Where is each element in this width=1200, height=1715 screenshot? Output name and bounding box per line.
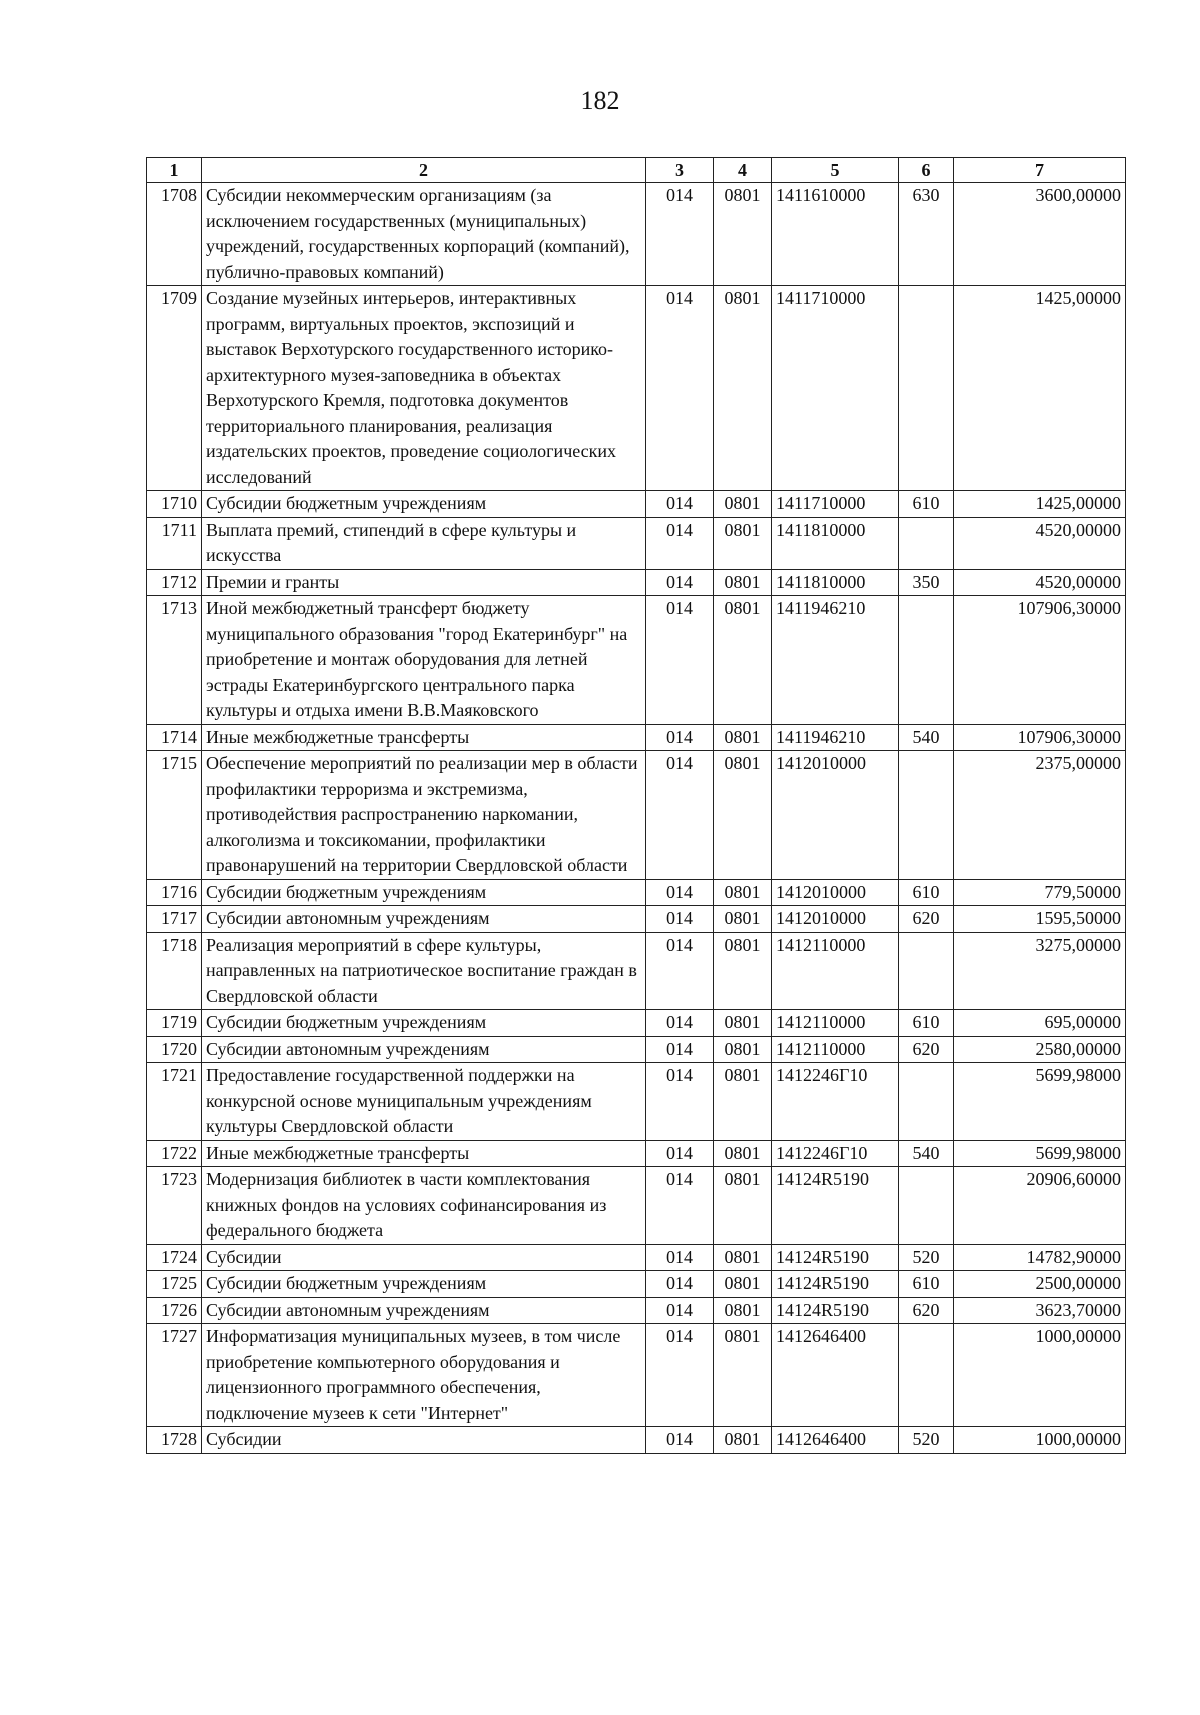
row-amount: 2580,00000 — [954, 1036, 1126, 1063]
row-col4: 0801 — [714, 906, 772, 933]
row-number: 1722 — [147, 1140, 202, 1167]
row-col6 — [899, 1167, 954, 1245]
row-col5: 1411810000 — [772, 569, 899, 596]
row-col6 — [899, 517, 954, 569]
row-amount: 14782,90000 — [954, 1244, 1126, 1271]
row-amount: 779,50000 — [954, 879, 1126, 906]
row-col5: 14124R5190 — [772, 1271, 899, 1298]
row-col5: 14124R5190 — [772, 1244, 899, 1271]
row-col5: 1412246Г10 — [772, 1140, 899, 1167]
row-col3: 014 — [646, 1324, 714, 1427]
table-row — [147, 183, 1126, 286]
row-amount: 1000,00000 — [954, 1427, 1126, 1454]
row-name: Премии и гранты — [202, 569, 646, 596]
row-col3: 014 — [646, 1010, 714, 1037]
row-number: 1709 — [147, 286, 202, 491]
table-row — [147, 932, 1126, 1010]
row-amount: 1425,00000 — [954, 286, 1126, 491]
table-row — [147, 724, 1126, 751]
row-number: 1715 — [147, 751, 202, 880]
row-name: Иные межбюджетные трансферты — [202, 1140, 646, 1167]
row-col3: 014 — [646, 1244, 714, 1271]
row-amount: 4520,00000 — [954, 517, 1126, 569]
row-amount: 107906,30000 — [954, 596, 1126, 725]
row-name: Субсидии автономным учреждениям — [202, 906, 646, 933]
row-col4: 0801 — [714, 724, 772, 751]
table-row — [147, 517, 1126, 569]
row-col4: 0801 — [714, 1010, 772, 1037]
row-col4: 0801 — [714, 1140, 772, 1167]
row-col4: 0801 — [714, 879, 772, 906]
row-col3: 014 — [646, 879, 714, 906]
row-name: Реализация мероприятий в сфере культуры, направленных на патриотическое воспитание граждан в Свердловской области — [202, 932, 646, 1010]
row-col5: 1412646400 — [772, 1427, 899, 1454]
row-number: 1721 — [147, 1063, 202, 1141]
row-number: 1727 — [147, 1324, 202, 1427]
row-col6 — [899, 286, 954, 491]
row-number: 1710 — [147, 491, 202, 518]
row-col6: 620 — [899, 1036, 954, 1063]
row-amount: 5699,98000 — [954, 1140, 1126, 1167]
row-col6 — [899, 1063, 954, 1141]
row-col4: 0801 — [714, 286, 772, 491]
row-col5: 1412110000 — [772, 1010, 899, 1037]
row-col6: 630 — [899, 183, 954, 286]
row-col4: 0801 — [714, 183, 772, 286]
row-col3: 014 — [646, 1297, 714, 1324]
row-col4: 0801 — [714, 596, 772, 725]
table-row — [147, 569, 1126, 596]
row-col6 — [899, 932, 954, 1010]
row-number: 1711 — [147, 517, 202, 569]
row-name: Субсидии — [202, 1244, 646, 1271]
row-col5: 14124R5190 — [772, 1167, 899, 1245]
row-amount: 5699,98000 — [954, 1063, 1126, 1141]
row-amount: 1595,50000 — [954, 906, 1126, 933]
table-row — [147, 596, 1126, 725]
row-number: 1713 — [147, 596, 202, 725]
row-col3: 014 — [646, 1140, 714, 1167]
row-amount: 2500,00000 — [954, 1271, 1126, 1298]
row-col4: 0801 — [714, 1427, 772, 1454]
row-col3: 014 — [646, 932, 714, 1010]
row-name: Информатизация муниципальных музеев, в том числе приобретение компьютерного оборудования и лицензионного программного обеспечения, подключение музеев к сети "Интернет" — [202, 1324, 646, 1427]
row-col5: 1412010000 — [772, 906, 899, 933]
row-col5: 1411710000 — [772, 491, 899, 518]
row-number: 1712 — [147, 569, 202, 596]
row-col4: 0801 — [714, 932, 772, 1010]
row-name: Субсидии автономным учреждениям — [202, 1297, 646, 1324]
row-col3: 014 — [646, 286, 714, 491]
table-row — [147, 1036, 1126, 1063]
row-col3: 014 — [646, 906, 714, 933]
table-row — [147, 1271, 1126, 1298]
table-row — [147, 1297, 1126, 1324]
row-col5: 1412110000 — [772, 932, 899, 1010]
row-col5: 14124R5190 — [772, 1297, 899, 1324]
row-col4: 0801 — [714, 1297, 772, 1324]
table-row — [147, 1244, 1126, 1271]
row-col6: 620 — [899, 906, 954, 933]
table-row — [147, 286, 1126, 491]
row-col5: 1411810000 — [772, 517, 899, 569]
row-col5: 1412646400 — [772, 1324, 899, 1427]
row-col3: 014 — [646, 1063, 714, 1141]
row-name: Субсидии автономным учреждениям — [202, 1036, 646, 1063]
row-col3: 014 — [646, 1427, 714, 1454]
row-number: 1720 — [147, 1036, 202, 1063]
row-col4: 0801 — [714, 1324, 772, 1427]
row-col4: 0801 — [714, 1167, 772, 1245]
header-col-5: 5 — [772, 158, 899, 183]
row-col4: 0801 — [714, 491, 772, 518]
table-row — [147, 879, 1126, 906]
table-row — [147, 491, 1126, 518]
row-amount: 1000,00000 — [954, 1324, 1126, 1427]
table-row — [147, 1427, 1126, 1454]
row-number: 1717 — [147, 906, 202, 933]
row-name: Выплата премий, стипендий в сфере культуры и искусства — [202, 517, 646, 569]
table-row — [147, 1140, 1126, 1167]
row-col6: 520 — [899, 1427, 954, 1454]
row-col6: 520 — [899, 1244, 954, 1271]
row-name: Субсидии бюджетным учреждениям — [202, 879, 646, 906]
row-col6: 540 — [899, 1140, 954, 1167]
row-name: Модернизация библиотек в части комплектования книжных фондов на условиях софинансирования из федерального бюджета — [202, 1167, 646, 1245]
row-number: 1719 — [147, 1010, 202, 1037]
table-row — [147, 1010, 1126, 1037]
row-col3: 014 — [646, 1167, 714, 1245]
table-row — [147, 906, 1126, 933]
table-row — [147, 1063, 1126, 1141]
row-col5: 1411946210 — [772, 724, 899, 751]
row-col4: 0801 — [714, 751, 772, 880]
row-amount: 3623,70000 — [954, 1297, 1126, 1324]
table-row — [147, 751, 1126, 880]
header-col-2: 2 — [202, 158, 646, 183]
header-row — [147, 158, 1126, 183]
table-row — [147, 1167, 1126, 1245]
row-name: Обеспечение мероприятий по реализации мер в области профилактики терроризма и экстремизма, противодействия распространению наркомании, алкоголизма и токсикомании, профилактики правонарушений на территории Свердловской области — [202, 751, 646, 880]
row-number: 1728 — [147, 1427, 202, 1454]
row-col6: 610 — [899, 879, 954, 906]
row-amount: 2375,00000 — [954, 751, 1126, 880]
row-amount: 4520,00000 — [954, 569, 1126, 596]
row-amount: 20906,60000 — [954, 1167, 1126, 1245]
row-col3: 014 — [646, 1271, 714, 1298]
row-number: 1716 — [147, 879, 202, 906]
row-col6 — [899, 751, 954, 880]
table-row — [147, 1324, 1126, 1427]
row-col6 — [899, 1324, 954, 1427]
row-col3: 014 — [646, 517, 714, 569]
row-number: 1708 — [147, 183, 202, 286]
row-name: Предоставление государственной поддержки на конкурсной основе муниципальным учреждениям культуры Свердловской области — [202, 1063, 646, 1141]
row-amount: 1425,00000 — [954, 491, 1126, 518]
row-col3: 014 — [646, 751, 714, 880]
row-amount: 107906,30000 — [954, 724, 1126, 751]
row-number: 1726 — [147, 1297, 202, 1324]
row-col6: 540 — [899, 724, 954, 751]
row-name: Создание музейных интерьеров, интерактивных программ, виртуальных проектов, экспозиций и выставок Верхотурского государственного историко-архитектурного музея-заповедника в объектах Верхотурского Кремля, подготовка документов территориального планирования, реализация издательских проектов, проведение социологических исследований — [202, 286, 646, 491]
row-col3: 014 — [646, 1036, 714, 1063]
row-col3: 014 — [646, 596, 714, 725]
row-col4: 0801 — [714, 569, 772, 596]
row-col6 — [899, 596, 954, 725]
row-col5: 1412010000 — [772, 879, 899, 906]
row-col6: 610 — [899, 1010, 954, 1037]
row-number: 1724 — [147, 1244, 202, 1271]
header-col-6: 6 — [899, 158, 954, 183]
row-col5: 1411710000 — [772, 286, 899, 491]
row-col5: 1412010000 — [772, 751, 899, 880]
row-col4: 0801 — [714, 1244, 772, 1271]
row-name: Субсидии бюджетным учреждениям — [202, 491, 646, 518]
row-col4: 0801 — [714, 517, 772, 569]
row-amount: 3275,00000 — [954, 932, 1126, 1010]
row-amount: 3600,00000 — [954, 183, 1126, 286]
row-name: Иной межбюджетный трансферт бюджету муниципального образования "город Екатеринбург" на приобретение и монтаж оборудования для летней эстрады Екатеринбургского центрального парка культуры и отдыха имени В.В.Маяковского — [202, 596, 646, 725]
row-col5: 1411946210 — [772, 596, 899, 725]
row-name: Субсидии бюджетным учреждениям — [202, 1010, 646, 1037]
row-amount: 695,00000 — [954, 1010, 1126, 1037]
row-col4: 0801 — [714, 1063, 772, 1141]
row-col3: 014 — [646, 569, 714, 596]
row-col4: 0801 — [714, 1036, 772, 1063]
page-number: 182 — [580, 86, 620, 115]
row-col3: 014 — [646, 724, 714, 751]
row-name: Субсидии — [202, 1427, 646, 1454]
row-number: 1725 — [147, 1271, 202, 1298]
budget-table — [146, 157, 1126, 1454]
row-col6: 350 — [899, 569, 954, 596]
row-col6: 610 — [899, 491, 954, 518]
row-col5: 1412246Г10 — [772, 1063, 899, 1141]
row-col4: 0801 — [714, 1271, 772, 1298]
row-col6: 610 — [899, 1271, 954, 1298]
row-name: Субсидии бюджетным учреждениям — [202, 1271, 646, 1298]
row-col5: 1411610000 — [772, 183, 899, 286]
row-col3: 014 — [646, 491, 714, 518]
row-number: 1714 — [147, 724, 202, 751]
row-number: 1723 — [147, 1167, 202, 1245]
row-col3: 014 — [646, 183, 714, 286]
header-col-7: 7 — [954, 158, 1126, 183]
header-col-3: 3 — [646, 158, 714, 183]
row-number: 1718 — [147, 932, 202, 1010]
header-col-1: 1 — [147, 158, 202, 183]
row-col5: 1412110000 — [772, 1036, 899, 1063]
header-col-4: 4 — [714, 158, 772, 183]
row-name: Иные межбюджетные трансферты — [202, 724, 646, 751]
row-col6: 620 — [899, 1297, 954, 1324]
row-name: Субсидии некоммерческим организациям (за исключением государственных (муниципальных) учреждений, государственных корпораций (компаний), публично-правовых компаний) — [202, 183, 646, 286]
